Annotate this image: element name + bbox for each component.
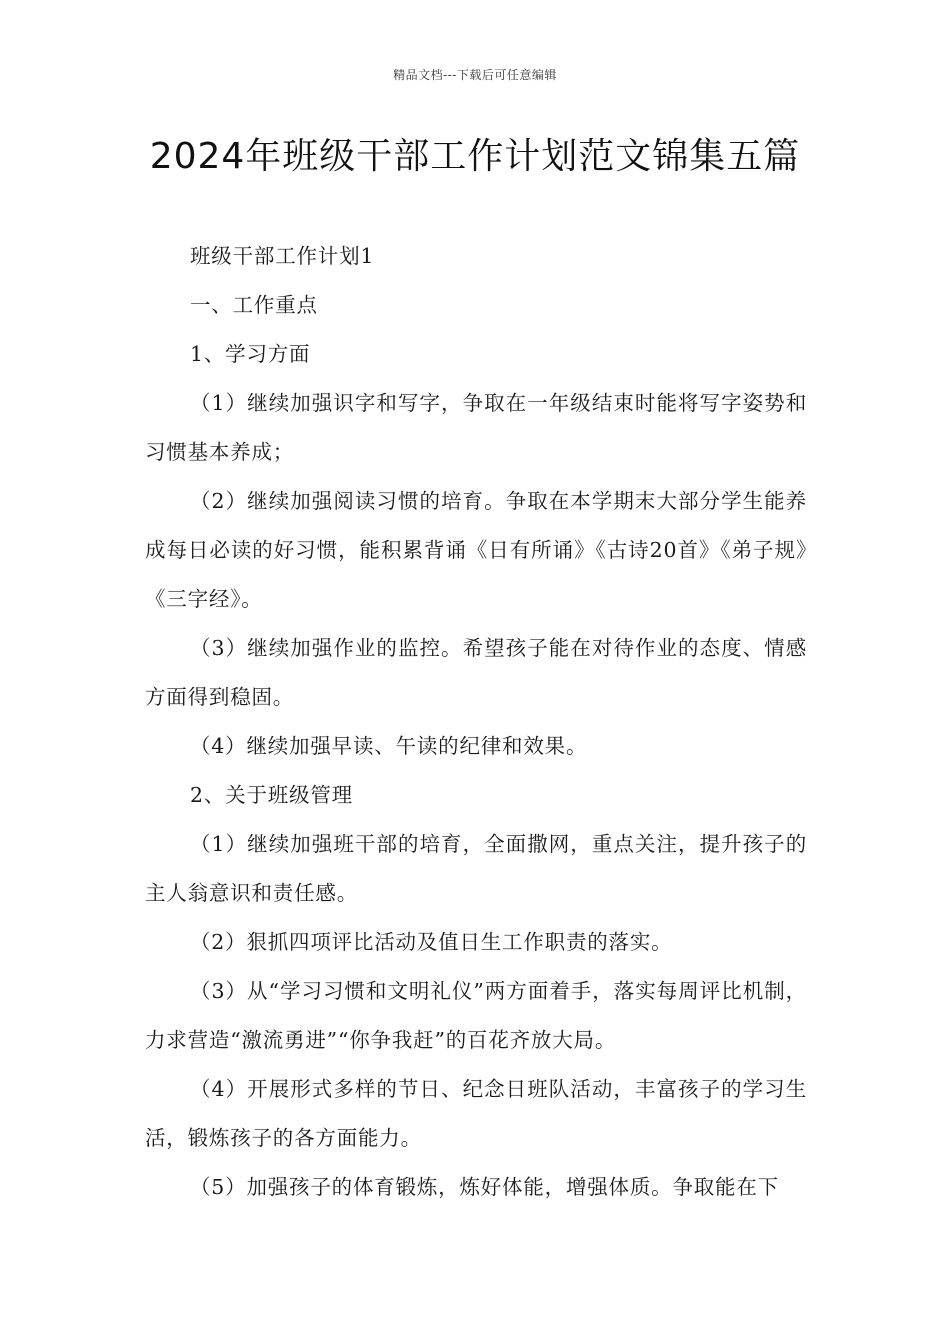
paragraph: （1）继续加强班干部的培育，全面撒网，重点关注，提升孩子的主人翁意识和责任感。 — [145, 832, 807, 905]
paragraph: （5）加强孩子的体育锻炼，炼好体能，增强体质。争取能在下 — [190, 1175, 779, 1199]
section-heading: 一、工作重点 — [190, 293, 318, 317]
section-heading: 班级干部工作计划1 — [190, 244, 375, 268]
paragraph: （2）继续加强阅读习惯的培育。争取在本学期末大部分学生能养成每日必读的好习惯，能积累背诵《日有所诵》《古诗20首》《弟子规》《三字经》。 — [145, 489, 807, 611]
subsection-heading: 2、关于班级管理 — [190, 783, 353, 807]
paragraph: （1）继续加强识字和写字，争取在一年级结束时能将写字姿势和习惯基本养成； — [145, 391, 807, 464]
paragraph: （4）继续加强早读、午读的纪律和效果。 — [190, 734, 588, 758]
document-body — [145, 232, 807, 1212]
paragraph: （2）狠抓四项评比活动及值日生工作职责的落实。 — [190, 930, 673, 954]
paragraph: （3）从“学习习惯和文明礼仪”两方面着手，落实每周评比机制，力求营造“激流勇进”“你争我赶”的百花齐放大局。 — [145, 979, 807, 1052]
subsection-heading: 1、学习方面 — [190, 342, 311, 366]
paragraph: （4）开展形式多样的节日、纪念日班队活动，丰富孩子的学习生活，锻炼孩子的各方面能力。 — [145, 1077, 807, 1150]
header-note: 精品文档---下载后可任意编辑 — [393, 68, 557, 82]
paragraph: （3）继续加强作业的监控。希望孩子能在对待作业的态度、情感方面得到稳固。 — [145, 636, 807, 709]
document-title: 2024年班级干部工作计划范文锦集五篇 — [149, 136, 801, 177]
